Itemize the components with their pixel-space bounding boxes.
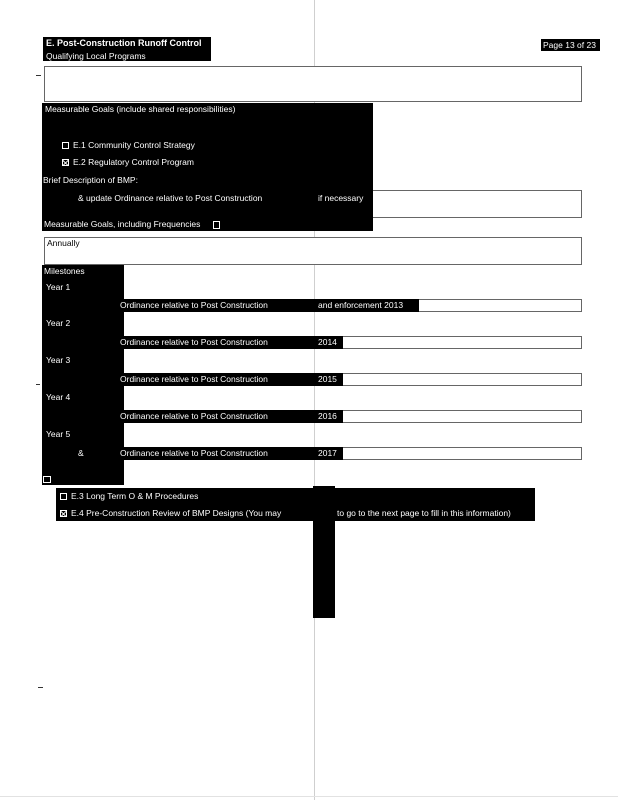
small-checkbox-icon: [43, 476, 51, 483]
option-e2-label: E.2 Regulatory Control Program: [73, 157, 194, 167]
frequencies-value: Annually: [47, 238, 80, 248]
frequencies-mark: [213, 221, 220, 229]
scan-mark: [38, 687, 43, 688]
checkbox-e2[interactable]: [62, 159, 69, 166]
option-e3-label: E.3 Long Term O & M Procedures: [71, 491, 199, 501]
year-1-tail: and enforcement 2013: [318, 300, 404, 310]
year-3-label: Year 3: [46, 355, 71, 365]
option-e3[interactable]: [60, 491, 198, 502]
year-4-label: Year 4: [46, 392, 71, 402]
goals-header: Measurable Goals (include shared responsibilities): [45, 104, 236, 114]
frequencies-label: Measurable Goals, including Frequencies: [44, 219, 201, 229]
frequencies-input[interactable]: [44, 237, 582, 265]
brief-text-right: if necessary: [318, 193, 364, 203]
brief-label: Brief Description of BMP:: [43, 175, 138, 185]
qualifying-input[interactable]: [44, 66, 582, 102]
year-3-tail: 2015: [318, 374, 337, 384]
section-title: E. Post-Construction Runoff Control: [46, 38, 202, 48]
redaction-strip: [313, 486, 335, 618]
option-e1-label: E.1 Community Control Strategy: [73, 140, 195, 150]
year-2-tail: 2014: [318, 337, 337, 347]
milestones-label: Milestones: [44, 266, 85, 276]
option-e4[interactable]: [60, 508, 281, 519]
checkbox-e3[interactable]: [60, 493, 67, 500]
brief-text-left: & update Ordinance relative to Post Construction: [78, 193, 263, 203]
option-e2[interactable]: [62, 157, 194, 168]
year-1-label: Year 1: [46, 282, 71, 292]
checkbox-e1[interactable]: [62, 142, 69, 149]
year-4-text: Ordinance relative to Post Construction: [120, 411, 268, 421]
year-2-label: Year 2: [46, 318, 71, 328]
scan-mark: [36, 75, 41, 76]
option-e1[interactable]: [62, 140, 195, 151]
year-2-text: Ordinance relative to Post Construction: [120, 337, 268, 347]
year-5-label: Year 5: [46, 429, 71, 439]
year-5-tail: 2017: [318, 448, 337, 458]
option-e4-tail: to go to the next page to fill in this information): [337, 508, 511, 518]
year-1-text: Ordinance relative to Post Construction: [120, 300, 268, 310]
qualifying-label: Qualifying Local Programs: [46, 51, 146, 61]
year-5-text: Ordinance relative to Post Construction: [120, 448, 268, 458]
year-4-tail: 2016: [318, 411, 337, 421]
year-5-prefix: &: [78, 448, 84, 458]
scan-bottom-edge: [0, 796, 618, 797]
scan-mark: [36, 384, 40, 385]
checkbox-e4[interactable]: [60, 510, 67, 517]
option-e4-label: E.4 Pre-Construction Review of BMP Designs (You may: [71, 508, 282, 518]
year-3-text: Ordinance relative to Post Construction: [120, 374, 268, 384]
page-number: Page 13 of 23: [543, 40, 596, 50]
